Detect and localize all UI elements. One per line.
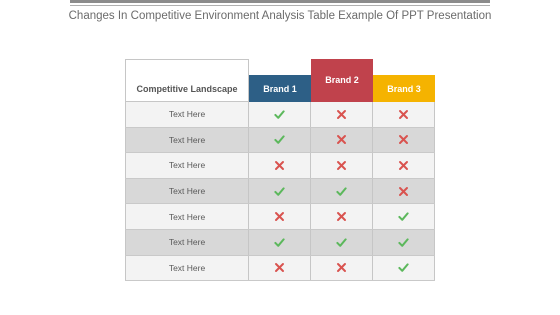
brand-1-cell xyxy=(249,230,311,255)
table-row xyxy=(125,230,435,256)
brand-3-cell xyxy=(373,128,435,153)
row-label: Text Here xyxy=(125,153,249,178)
cross-icon xyxy=(398,109,409,120)
cross-icon xyxy=(398,160,409,171)
table-row xyxy=(125,102,435,128)
cross-icon xyxy=(336,109,347,120)
check-icon xyxy=(274,134,285,145)
cross-icon xyxy=(336,160,347,171)
brand-1-cell xyxy=(249,153,311,178)
check-icon xyxy=(274,109,285,120)
brand-1-cell xyxy=(249,128,311,153)
brand-3-header: Brand 3 xyxy=(373,75,435,102)
brand-2-cell xyxy=(311,179,373,204)
check-icon xyxy=(274,237,285,248)
cross-icon xyxy=(398,186,409,197)
brand-3-cell xyxy=(373,179,435,204)
brand-2-cell xyxy=(311,204,373,229)
brand-3-cell xyxy=(373,256,435,281)
brand-3-cell xyxy=(373,153,435,178)
cross-icon xyxy=(336,262,347,273)
check-icon xyxy=(336,186,347,197)
check-icon xyxy=(336,237,347,248)
cross-icon xyxy=(274,211,285,222)
row-label: Text Here xyxy=(125,230,249,255)
brand-2-cell xyxy=(311,153,373,178)
top-rule xyxy=(70,0,490,3)
brand-1-cell xyxy=(249,102,311,127)
row-label: Text Here xyxy=(125,102,249,127)
cross-icon xyxy=(398,134,409,145)
row-label: Text Here xyxy=(125,128,249,153)
cross-icon xyxy=(336,134,347,145)
brand-2-cell xyxy=(311,128,373,153)
cross-icon xyxy=(336,211,347,222)
brand-2-cell xyxy=(311,102,373,127)
brand-2-cell xyxy=(311,230,373,255)
cross-icon xyxy=(274,160,285,171)
check-icon xyxy=(398,211,409,222)
brand-1-cell xyxy=(249,179,311,204)
brand-3-cell xyxy=(373,102,435,127)
brand-3-cell xyxy=(373,230,435,255)
row-label: Text Here xyxy=(125,179,249,204)
slide-title: Changes In Competitive Environment Analysis Table Example Of PPT Presentation xyxy=(68,10,492,22)
table-row xyxy=(125,128,435,154)
brand-1-cell xyxy=(249,204,311,229)
brand-1-cell xyxy=(249,256,311,281)
comparison-table xyxy=(125,59,435,281)
check-icon xyxy=(398,237,409,248)
cross-icon xyxy=(274,262,285,273)
row-label: Text Here xyxy=(125,256,249,281)
brand-2-cell xyxy=(311,256,373,281)
top-rule-thin xyxy=(70,5,490,6)
brand-2-header: Brand 2 xyxy=(311,59,373,102)
row-label: Text Here xyxy=(125,204,249,229)
landscape-header: Competitive Landscape xyxy=(125,59,249,102)
table-row xyxy=(125,153,435,179)
check-icon xyxy=(398,262,409,273)
table-row xyxy=(125,256,435,282)
brand-1-header: Brand 1 xyxy=(249,75,311,102)
table-row xyxy=(125,179,435,205)
check-icon xyxy=(274,186,285,197)
brand-3-cell xyxy=(373,204,435,229)
table-row xyxy=(125,204,435,230)
